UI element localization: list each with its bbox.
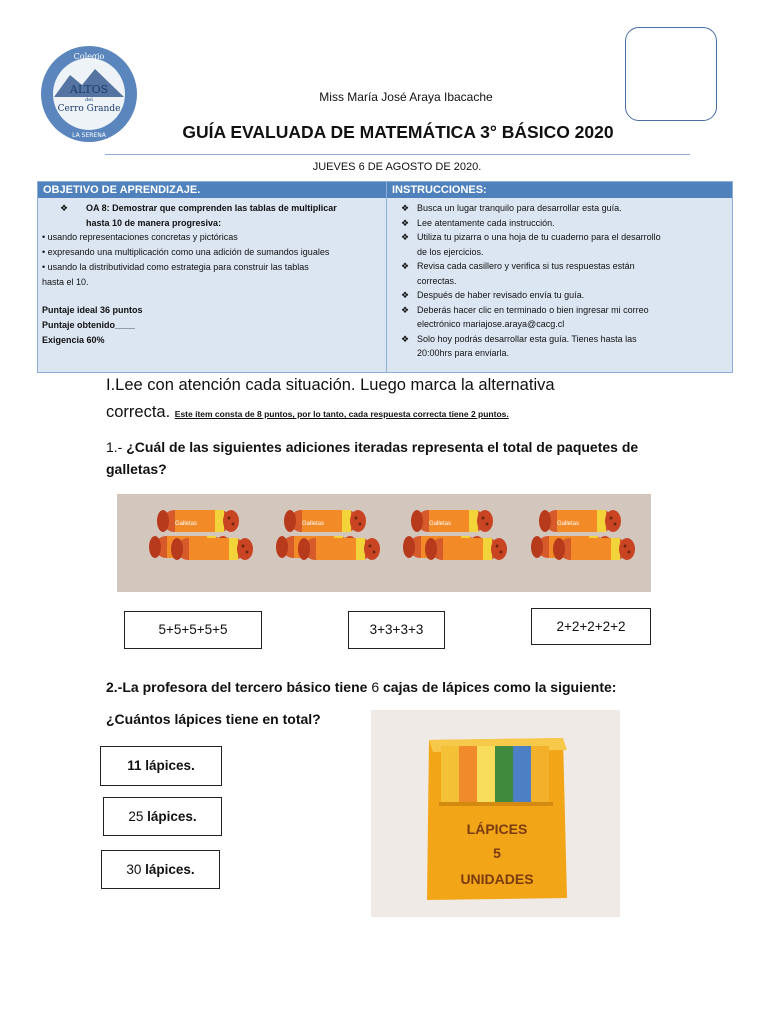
box-label-unidades: UNIDADES [460, 871, 534, 887]
score-box [625, 27, 717, 121]
oa-line: ❖ OA 8: Demostrar que comprenden las tablas de multiplicar [42, 201, 382, 216]
section-points-note: Este ítem consta de 8 puntos, por lo tanto, cada respuesta correcta tiene 2 puntos. [174, 409, 509, 419]
table-divider [386, 182, 387, 372]
guide-title: GUÍA EVALUADA DE MATEMÁTICA 3° BÁSICO 2020 [182, 122, 614, 142]
cookie-label: Galletas [175, 521, 198, 527]
box-label-lapices: LÁPICES [466, 821, 528, 837]
instruction-item: ❖ Deberás hacer clic en terminado o bien ingresar mi correo [393, 303, 727, 318]
instruction-item: ❖ Revisa cada casillero y verifica si tus respuestas están [393, 259, 727, 274]
question-1: 1.- ¿Cuál de las siguientes adiciones iteradas representa el total de paquetes de galletas? [106, 439, 639, 477]
diamond-bullet-icon: ❖ [400, 232, 410, 242]
objective-point: • usando la distributividad como estrategia para construir las tablas [42, 261, 309, 272]
svg-text:del: del [85, 97, 93, 103]
svg-text:Colegio: Colegio [73, 52, 105, 61]
diamond-bullet-icon: ❖ [59, 203, 69, 213]
diamond-bullet-icon: ❖ [400, 217, 410, 228]
box-label-number: 5 [493, 845, 501, 861]
ideal-score: Puntaje ideal 36 puntos [42, 305, 143, 316]
guide-date: JUEVES 6 DE AGOSTO DE 2020. [312, 161, 482, 173]
cookie-label: Galletas [557, 521, 580, 527]
q1-option-b[interactable]: 3+3+3+3 [348, 611, 445, 649]
teacher-name: Miss María José Araya Ibacache [319, 90, 493, 104]
cookie-packages-image [117, 494, 651, 592]
diamond-bullet-icon: ❖ [400, 261, 410, 271]
q1-option-a[interactable]: 5+5+5+5+5 [124, 611, 262, 649]
instruction-item: ❖ Utiliza tu pizarra o una hoja de tu cuaderno para el desarrollo [393, 230, 727, 245]
q2-option-b[interactable]: 25 lápices. [103, 797, 222, 836]
q2-option-a[interactable]: 11 lápices. [100, 746, 222, 786]
objective-point: • usando representaciones concretas y pictóricas [42, 232, 238, 243]
pencil-box-image [371, 710, 620, 917]
instruction-item-cont: correctas. [417, 275, 457, 286]
obtained-score: Puntaje obtenido____ [42, 319, 136, 330]
q2-option-c[interactable]: 30 lápices. [101, 850, 220, 889]
section-intro-line2: correcta. Este ítem consta de 8 puntos, por lo tanto, cada respuesta correcta tiene 2 puntos. [106, 403, 509, 421]
diamond-bullet-icon: ❖ [400, 333, 410, 344]
section-intro [106, 372, 666, 428]
svg-text:Cerro Grande: Cerro Grande [57, 104, 121, 114]
instruction-item: ❖ Busca un lugar tranquilo para desarrollar esta guía. [393, 201, 727, 216]
instruction-item: ❖ Solo hoy podrás desarrollar esta guía. Tienes hasta las [393, 332, 727, 347]
instructions-heading: INSTRUCCIONES: [387, 182, 732, 198]
objective-heading: OBJETIVO DE APRENDIZAJE. [38, 182, 386, 198]
instruction-item: ❖ Lee atentamente cada instrucción. [393, 216, 727, 231]
objective-cell [42, 201, 382, 347]
requirement: Exigencia 60% [42, 334, 105, 345]
instructions-cell [393, 201, 727, 361]
objective-point: hasta el 10. [42, 276, 89, 287]
info-table [37, 181, 733, 373]
instruction-item-cont: de los ejercicios. [417, 246, 484, 257]
instruction-item-cont: 20:00hrs para enviarla. [417, 348, 510, 358]
header-divider [105, 154, 690, 155]
q1-option-c[interactable]: 2+2+2+2+2 [531, 608, 651, 645]
question-2-prompt: ¿Cuántos lápices tiene en total? [106, 711, 321, 727]
instruction-email-line: electrónico mariajose.araya@cacg.cl [417, 319, 565, 329]
question-2: 2.-La profesora del tercero básico tiene 6 cajas de lápices como la siguiente: [106, 679, 617, 695]
diamond-bullet-icon: ❖ [400, 304, 410, 315]
svg-text:ALTOS: ALTOS [69, 83, 109, 96]
cookie-label: Galletas [302, 521, 325, 527]
cookie-label: Galletas [429, 521, 452, 527]
svg-text:LA SERENA: LA SERENA [72, 132, 106, 139]
instruction-item: ❖ Después de haber revisado envía tu guía. [393, 288, 727, 303]
section-intro-line1: I.Lee con atención cada situación. Luego marca la alternativa [106, 376, 555, 394]
diamond-bullet-icon: ❖ [400, 290, 410, 300]
objective-point: • expresando una multiplicación como una adición de sumandos iguales [42, 247, 330, 258]
diamond-bullet-icon: ❖ [400, 203, 410, 213]
oa-line-2: hasta 10 de manera progresiva: [86, 217, 222, 228]
